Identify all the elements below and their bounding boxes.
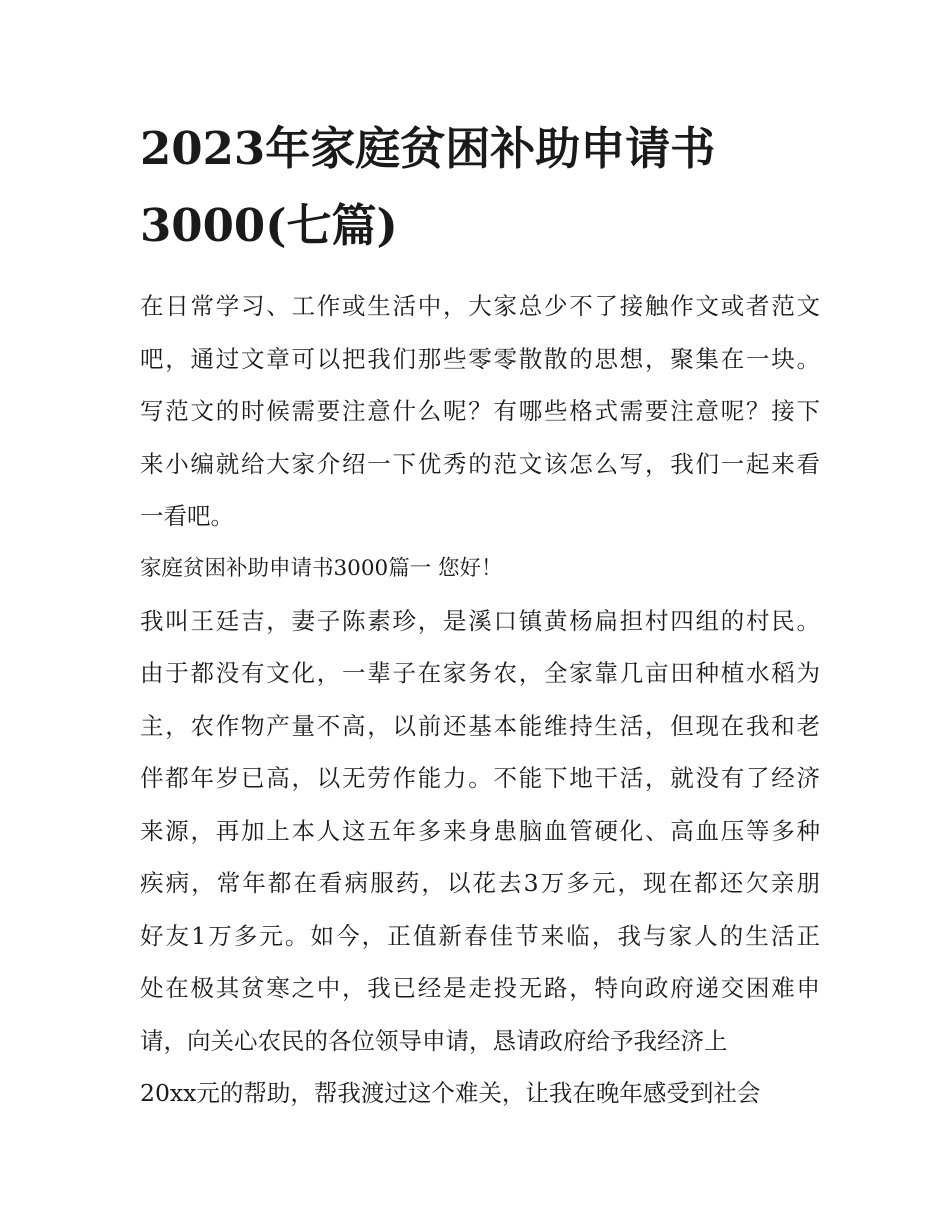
- body-line: 20xx元的帮助，帮我渡过这个难关，让我在晚年感受到社会: [140, 1079, 761, 1107]
- body-paragraph: [140, 595, 820, 1120]
- section-heading-text: 家庭贫困补助申请书3000篇一 您好！: [140, 555, 503, 581]
- intro-line: 来小编就给大家介绍一下优秀的范文该怎么写，我们一起来看: [140, 449, 820, 478]
- document-page: [140, 110, 820, 1120]
- body-line: 主，农作物产量不高，以前还基本能维持生活，但现在我和老: [140, 711, 820, 740]
- body-line: 伴都年岁已高，以无劳作能力。不能下地干活，就没有了经济: [140, 764, 820, 792]
- body-line: 我叫王廷吉，妻子陈素珍，是溪口镇黄杨扁担村四组的村民。: [140, 606, 820, 635]
- intro-paragraph: [140, 280, 820, 543]
- body-line: 由于都没有文化，一辈子在家务农，全家靠几亩田种植水稻为: [140, 659, 820, 687]
- document-title: [140, 110, 820, 264]
- intro-line: 写范文的时候需要注意什么呢？有哪些格式需要注意呢？接下: [140, 397, 820, 425]
- body-line: 好友1万多元。如今，正值新春佳节来临，我与家人的生活正: [140, 921, 820, 950]
- body-line: 疾病，常年都在看病服药，以花去3万多元，现在都还欠亲朋: [140, 869, 820, 897]
- intro-line: 吧，通过文章可以把我们那些零零散散的思想，聚集在一块。: [140, 344, 820, 373]
- body-line: 来源，再加上本人这五年多来身患脑血管硬化、高血压等多种: [140, 816, 820, 845]
- intro-line: 在日常学习、工作或生活中，大家总少不了接触作文或者范文: [140, 292, 820, 320]
- section-heading: [140, 543, 820, 595]
- title-line-2: 3000(七篇): [140, 199, 398, 252]
- intro-line: 一看吧。: [140, 502, 234, 530]
- title-line-1: 2023年家庭贫困补助申请书: [140, 122, 716, 175]
- body-line: 请，向关心农民的各位领导申请，恳请政府给予我经济上: [140, 1026, 728, 1055]
- body-line: 处在极其贫寒之中，我已经是走投无路，特向政府递交困难申: [140, 974, 820, 1002]
